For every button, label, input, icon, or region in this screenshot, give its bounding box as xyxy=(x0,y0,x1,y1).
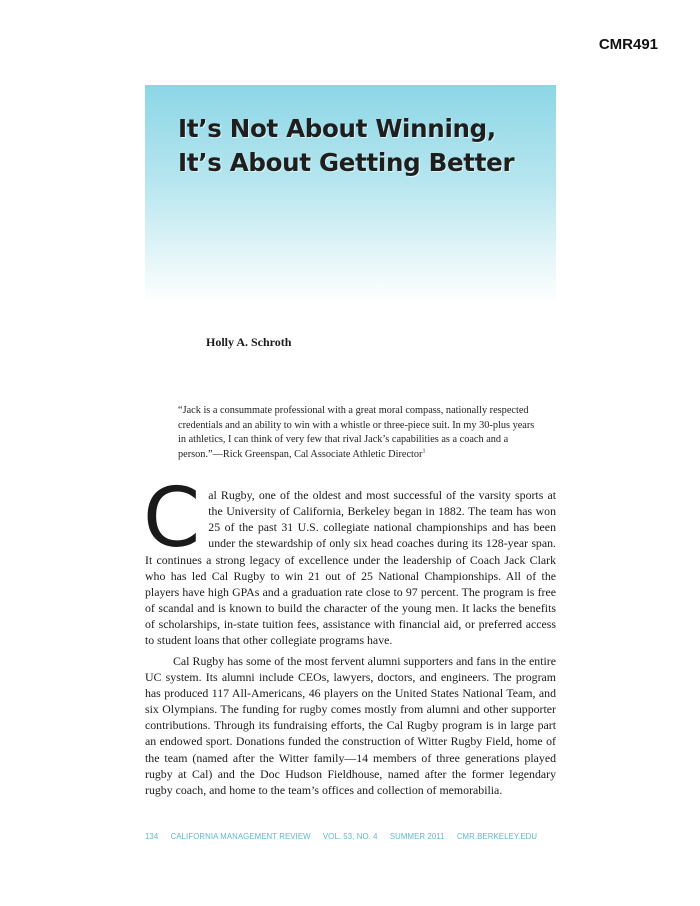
footnote-marker: 1 xyxy=(422,448,426,455)
article-title xyxy=(178,112,514,180)
paragraph-2: Cal Rugby has some of the most fervent alumni supporters and fans in the entire UC system. Its alumni include CEOs, lawyers, doctors, and engineers. The program has produced 117 All-Americans, 46 players on the United States National Team, and six Olympians. The funding for rugby comes mostly from alumni and other supporter contributions. Through its fundraising efforts, the Cal Rugby program is in large part an endowed sport. Donations funded the construction of Witter Rugby Field, home of the team (named after the Witter family—14 members of three generations played rugby at Cal) and the Doc Hudson Fieldhouse, named after the former legendary rugby coach, and home to the team’s offices and collection of memorabilia. xyxy=(145,653,556,797)
title-line-1: It’s Not About Winning, xyxy=(178,114,496,143)
epigraph-text: “Jack is a consummate professional with a great moral compass, nationally respected credentials and an ability to win with a whistle or three-piece suit. In my 30-plus years in athletics, I can think of very few that rival Jack’s capabilities as a coach and a person.”—Rick Greenspan, Cal Associate Athletic Director xyxy=(178,405,535,460)
title-line-2: It’s About Getting Better xyxy=(178,148,515,177)
paragraph-1 xyxy=(143,471,556,649)
journal-name: CALIFORNIA MANAGEMENT REVIEW xyxy=(170,832,311,841)
drop-cap: C xyxy=(143,471,201,566)
issue-date: SUMMER 2011 xyxy=(389,832,445,841)
author-name: Holly A. Schroth xyxy=(206,335,292,349)
epigraph-quote xyxy=(178,404,538,462)
journal-website: CMR.BERKELEY.EDU xyxy=(456,832,538,841)
page-footer xyxy=(145,832,547,841)
volume-info: VOL. 53, NO. 4 xyxy=(322,832,378,841)
page-number: 134 xyxy=(145,832,159,841)
case-code: CMR491 xyxy=(598,36,658,53)
article-body xyxy=(143,471,556,798)
paragraph-1-text: al Rugby, one of the oldest and most successful of the varsity sports at the University of California, Berkeley began in 1882. The team has won 25 of the past 31 U.S. collegiate national championships and has been under the stewardship of only six head coaches during its 128-year span. It continues a strong legacy of excellence under the leadership of Coach Jack Clark who has led Cal Rugby to win 21 out of 25 National Championships. All of the players have high GPAs and a graduation rate close to 97 percent. The program is free of scandal and is known to build the character of the young men. It lacks the benefits of scholarships, in-state tuition fees, assistance with financial aid, or preferred access to student loans that other collegiate programs have. xyxy=(145,488,556,648)
